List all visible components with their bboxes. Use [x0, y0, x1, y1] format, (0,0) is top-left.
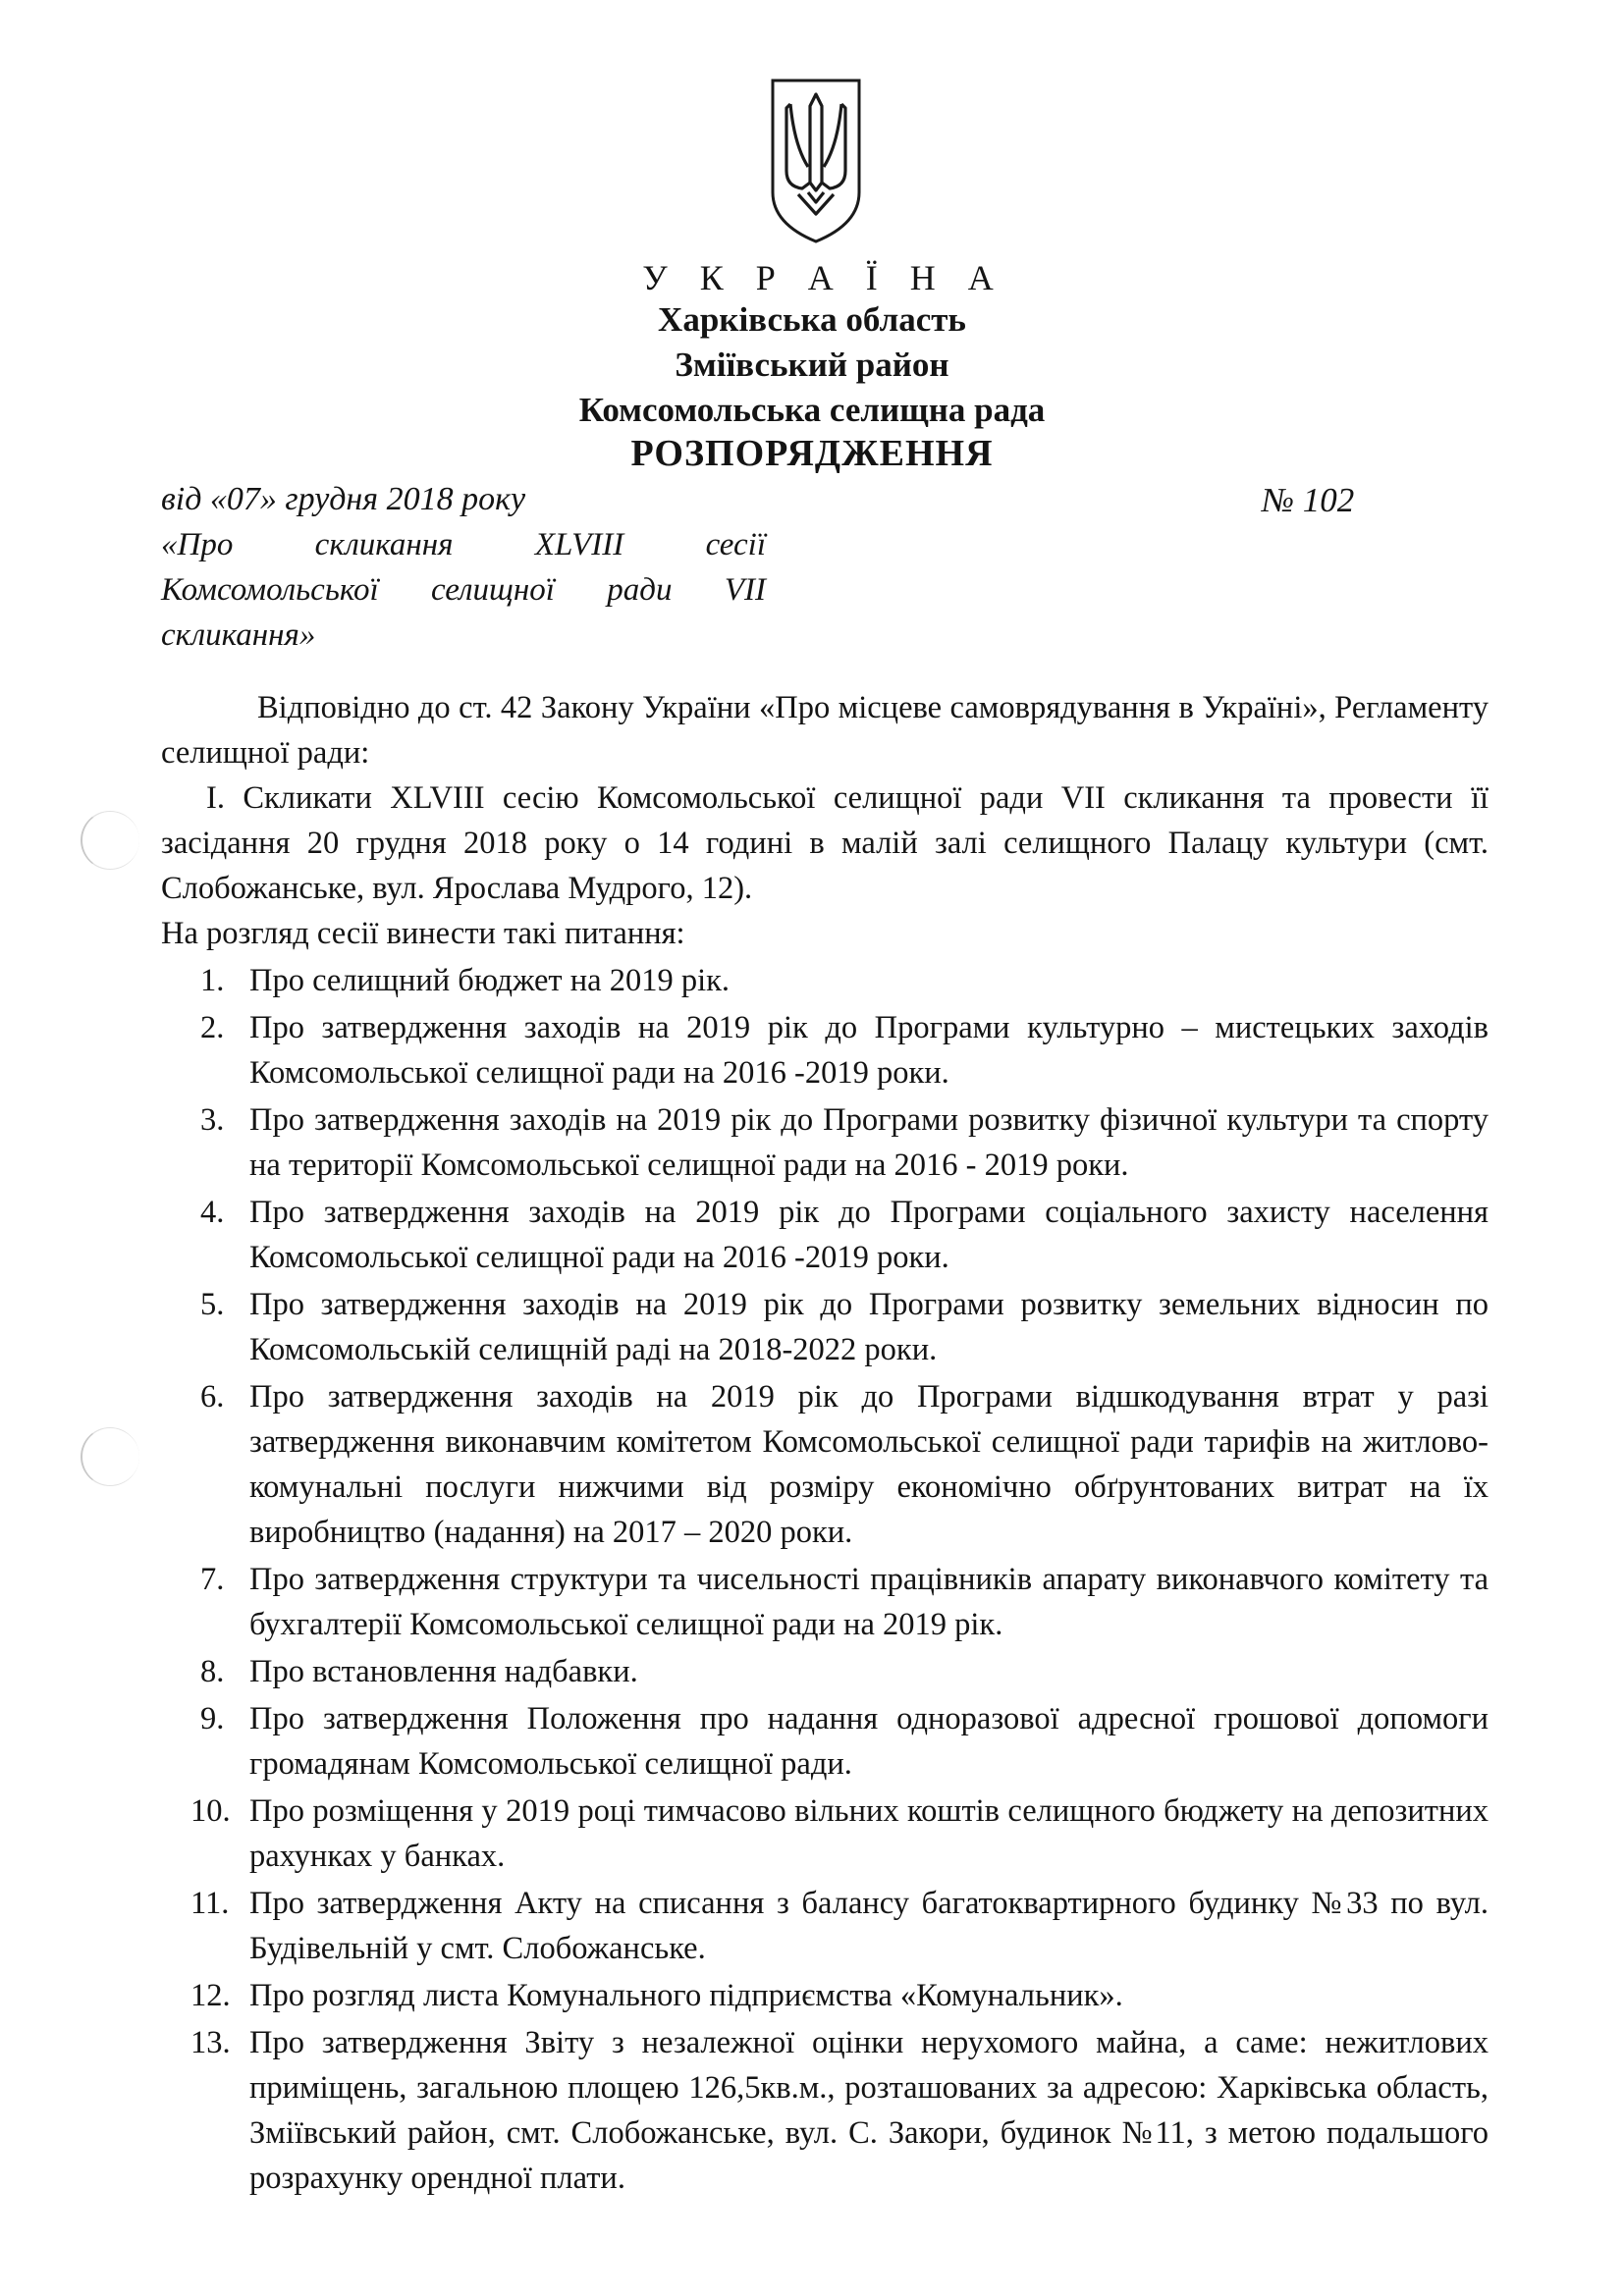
list-item: 2. Про затвердження заходів на 2019 рік до Програми культурно – мистецьких заходів Комсомольської селищної ради на 2016 -2019 роки.	[200, 1010, 1489, 1091]
punch-hole	[81, 1427, 139, 1486]
list-item: 10. Про розміщення у 2019 році тимчасово вільних коштів селищного бюджету на депозитних рахунках у банках.	[190, 1793, 1489, 1874]
document-body	[161, 685, 1489, 2201]
list-item: 8. Про встановлення надбавки.	[200, 1654, 638, 1689]
document-subject: «Про скликання XLVIII сесії Комсомольської селищної ради VII скликання»	[161, 527, 766, 653]
country-title: У К Р А Ї Н А	[642, 258, 1005, 297]
document-number: № 102	[1262, 481, 1355, 519]
list-item: 9. Про затвердження Положення про надання одноразової адресної грошової допомоги громадянам Комсомольської селищної ради.	[200, 1701, 1489, 1782]
agenda-heading: На розгляд сесії винести такі питання:	[161, 916, 685, 951]
coat-of-arms-icon	[769, 77, 863, 245]
district-title: Зміївський район	[675, 346, 949, 384]
intro-paragraph: Відповідно до ст. 42 Закону України «Про місцеве самоврядування в Україні», Регламенту селищної ради:	[161, 690, 1489, 771]
region-title: Харківська область	[658, 300, 966, 339]
list-item: 12. Про розгляд листа Комунального підприємства «Комунальник».	[190, 1978, 1123, 2013]
list-item: 13. Про затвердження Звіту з незалежної оцінки нерухомого майна, а саме: нежитлових приміщень, загальною площею 126,5кв.м., розташованих за адресою: Харківська область, Зміївський район, смт. Слобожанське, вул. С. Закори, будинок №11, з метою подальшого розрахунку орендної плати.	[190, 2025, 1489, 2196]
list-item: 7. Про затвердження структури та чисельності працівників апарату виконавчого комітету та бухгалтерії Комсомольської селищної ради на 2019 рік.	[200, 1562, 1489, 1642]
clause-paragraph: І. Скликати XLVIII сесію Комсомольської селищної ради VII скликання та провести її засідання 20 грудня 2018 року о 14 годині в малій залі селищного Палацу культури (смт. Слобожанське, вул. Ярослава Мудрого, 12).	[161, 780, 1489, 906]
list-item: 6. Про затвердження заходів на 2019 рік до Програми відшкодування втрат у разі затвердження виконавчим комітетом Комсомольської селищної ради тарифів на житлово-комунальні послуги нижчими від розміру економічно обґрунтованих витрат на їх виробництво (надання) на 2017 – 2020 роки.	[200, 1379, 1489, 1550]
document-date: від «07» грудня 2018 року	[161, 481, 526, 517]
document-type: РОЗПОРЯДЖЕННЯ	[630, 433, 994, 474]
list-item: 4. Про затвердження заходів на 2019 рік до Програми соціального захисту населення Комсомольської селищної ради на 2016 -2019 роки.	[200, 1195, 1489, 1275]
agenda-list	[161, 958, 1489, 2201]
council-title: Комсомольська селищна рада	[578, 391, 1046, 429]
list-item: 1. Про селищний бюджет на 2019 рік.	[200, 963, 731, 998]
list-item: 3. Про затвердження заходів на 2019 рік до Програми розвитку фізичної культури та спорту на території Комсомольської селищної ради на 2016 - 2019 роки.	[200, 1102, 1489, 1183]
list-item: 5. Про затвердження заходів на 2019 рік до Програми розвитку земельних відносин по Комсомольській селищній раді на 2018-2022 роки.	[200, 1287, 1489, 1367]
list-item: 11. Про затвердження Акту на списання з балансу багатоквартирного будинку №33 по вул. Будівельній у смт. Слобожанське.	[190, 1886, 1489, 1966]
punch-hole	[81, 811, 139, 870]
